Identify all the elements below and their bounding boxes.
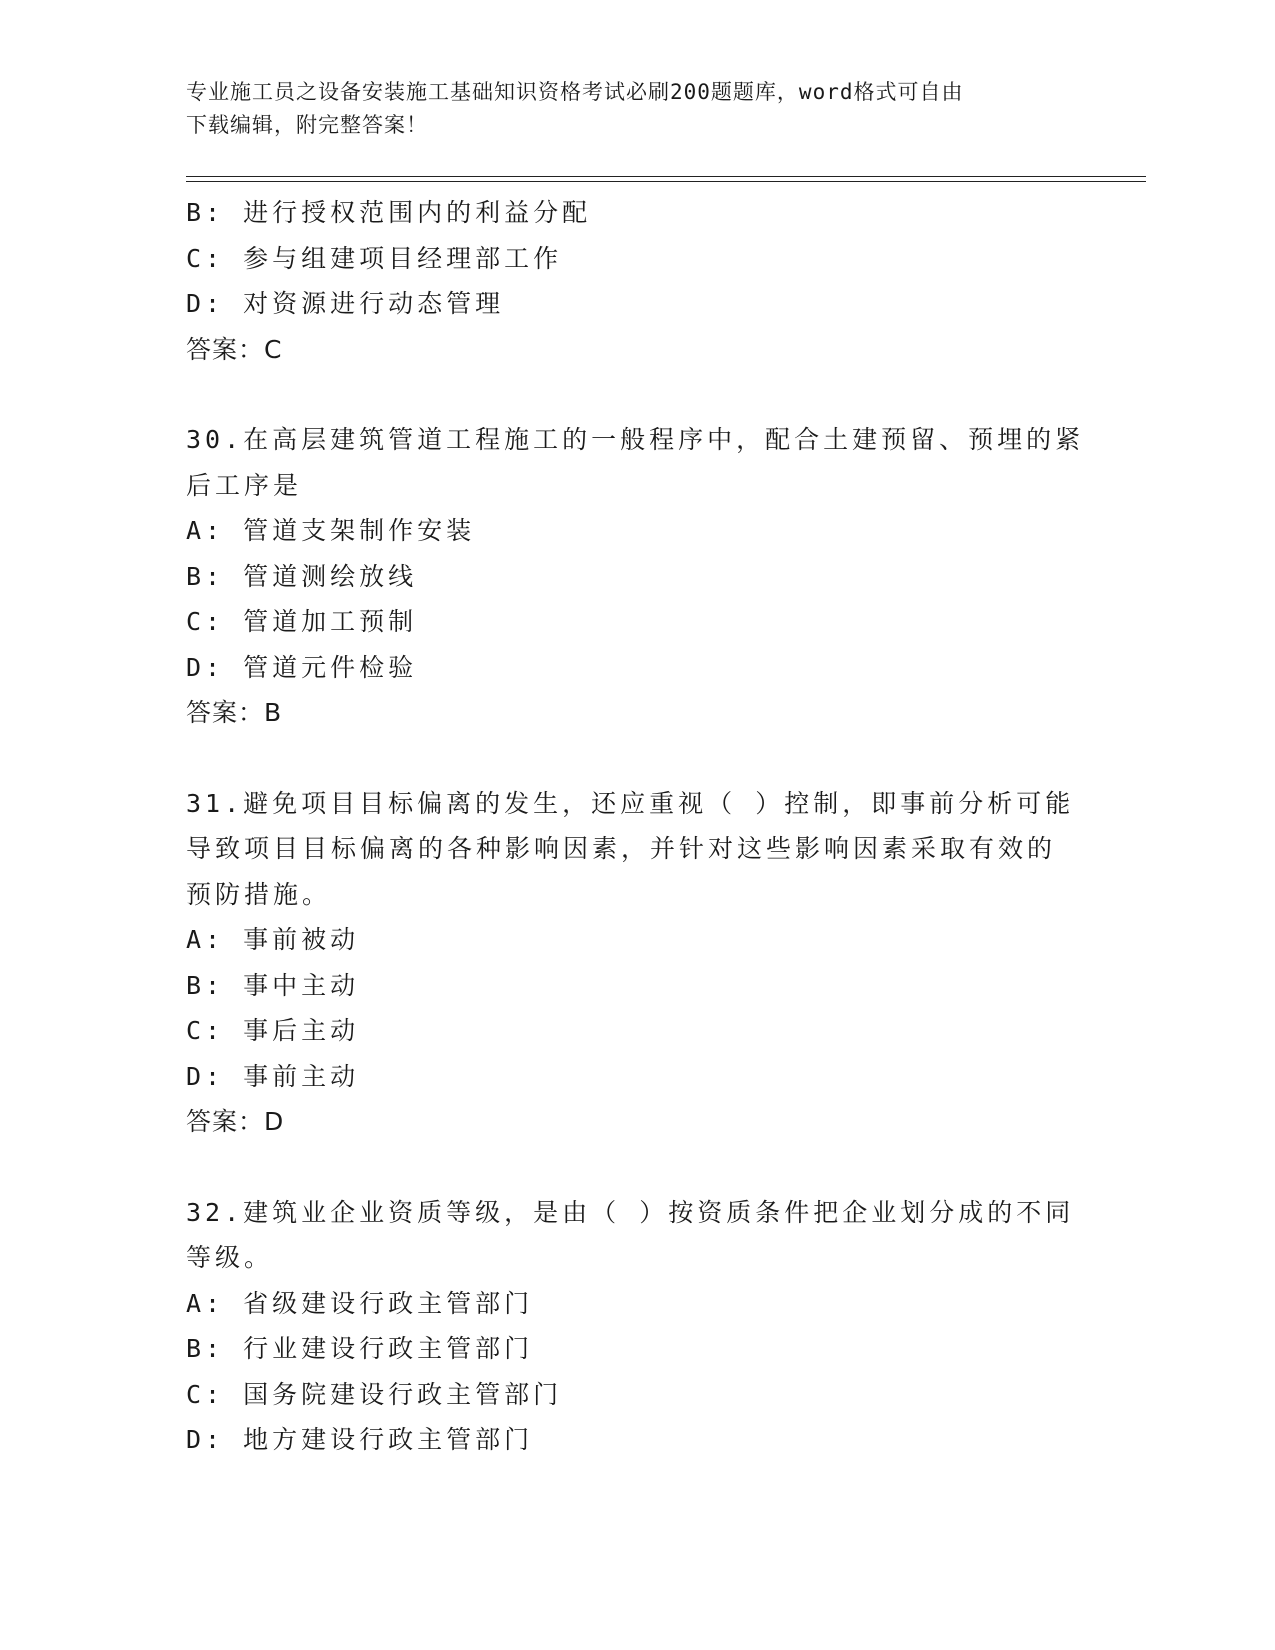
header-rule-top — [186, 176, 1146, 177]
option-c: C: 事后主动 — [186, 1016, 360, 1045]
option-c: C: 参与组建项目经理部工作 — [186, 243, 563, 273]
option-a: A: 事前被动 — [186, 925, 360, 954]
document-body — [186, 190, 1086, 1463]
question-text-line: 31.避免项目目标偏离的发生，还应重视（ ）控制，即事前分析可能 — [186, 788, 1075, 818]
question-30 — [186, 417, 1086, 736]
option-c: C: 管道加工预制 — [186, 607, 418, 636]
question-31 — [186, 781, 1086, 1145]
question-text-line: 等级。 — [186, 1243, 274, 1272]
question-32 — [186, 1190, 1086, 1463]
option-b: B: 进行授权范围内的利益分配 — [186, 198, 592, 227]
spacer — [186, 1145, 1086, 1190]
option-b: B: 事中主动 — [186, 970, 360, 1000]
question-text-line: 32.建筑业企业资质等级，是由（ ）按资质条件把企业划分成的不同 — [186, 1197, 1075, 1227]
spacer — [186, 372, 1086, 417]
option-a: A: 省级建设行政主管部门 — [186, 1288, 534, 1318]
option-a: A: 管道支架制作安装 — [186, 516, 476, 545]
question-text-line: 导致项目目标偏离的各种影响因素，并针对这些影响因素采取有效的 — [186, 834, 1057, 863]
answer-line: 答案：D — [186, 1107, 285, 1136]
option-d: D: 事前主动 — [186, 1061, 360, 1091]
option-d: D: 管道元件检验 — [186, 652, 418, 682]
answer-line: 答案：C — [186, 334, 283, 364]
document-header — [186, 76, 1086, 142]
header-line-2: 下载编辑，附完整答案！ — [186, 113, 428, 137]
option-c: C: 国务院建设行政主管部门 — [186, 1379, 563, 1409]
header-rule-bottom — [186, 181, 1146, 182]
question-text-line: 预防措施。 — [186, 879, 332, 909]
spacer — [186, 736, 1086, 781]
previous-question-tail — [186, 190, 1086, 372]
option-b: B: 行业建设行政主管部门 — [186, 1334, 534, 1363]
header-line-1: 专业施工员之设备安装施工基础知识资格考试必刷200题题库，word格式可自由 — [186, 80, 964, 104]
question-text-line: 30.在高层建筑管道工程施工的一般程序中，配合土建预留、预埋的紧 — [186, 425, 1085, 454]
option-d: D: 地方建设行政主管部门 — [186, 1425, 534, 1454]
option-b: B: 管道测绘放线 — [186, 561, 418, 591]
option-d: D: 对资源进行动态管理 — [186, 289, 505, 318]
question-text-line: 后工序是 — [186, 470, 303, 500]
answer-line: 答案：B — [186, 698, 283, 727]
